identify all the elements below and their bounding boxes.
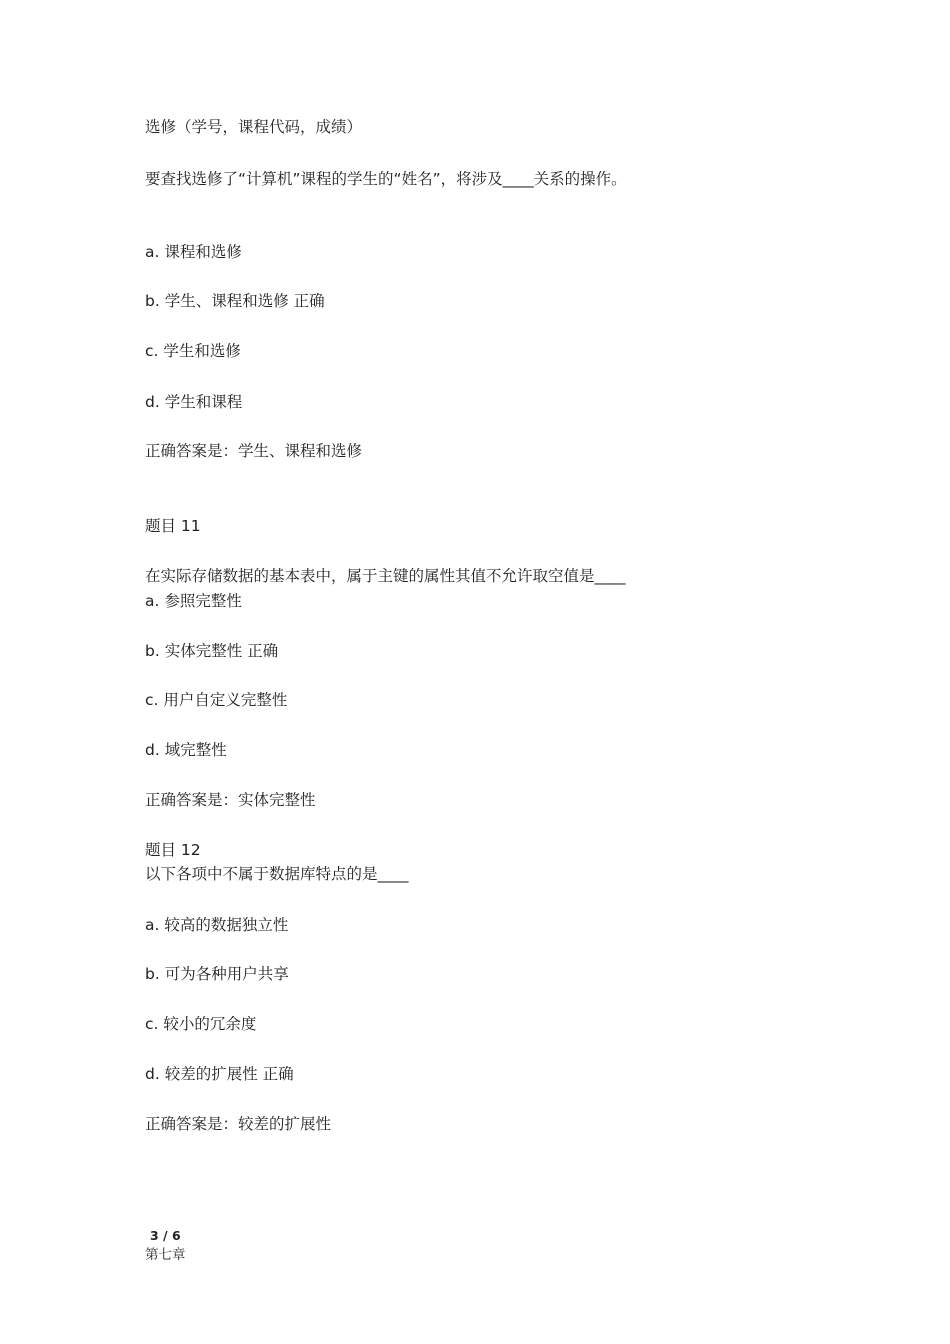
correct-answer: 正确答案是：较差的扩展性 — [145, 1115, 332, 1133]
option-d: d. 域完整性 — [145, 741, 227, 759]
option-b: b. 实体完整性 正确 — [145, 642, 279, 660]
question-stem: 要查找选修了“计算机”课程的学生的“姓名”，将涉及____关系的操作。 — [145, 170, 627, 188]
question-title: 题目 11 — [145, 517, 201, 535]
correct-answer: 正确答案是：学生、课程和选修 — [145, 442, 363, 460]
option-b: b. 学生、课程和选修 正确 — [145, 292, 325, 310]
option-b: b. 可为各种用户共享 — [145, 965, 289, 983]
page-number: 3 / 6 — [150, 1228, 181, 1243]
schema-line: 选修（学号，课程代码，成绩） — [145, 118, 363, 136]
option-c: c. 较小的冗余度 — [145, 1015, 257, 1033]
chapter-label: 第七章 — [145, 1247, 186, 1263]
question-stem: 以下各项中不属于数据库特点的是____ — [145, 865, 409, 883]
option-c: c. 用户自定义完整性 — [145, 691, 288, 709]
question-stem: 在实际存储数据的基本表中，属于主键的属性其值不允许取空值是____ — [145, 567, 626, 585]
option-a: a. 课程和选修 — [145, 243, 242, 261]
option-d: d. 较差的扩展性 正确 — [145, 1065, 294, 1083]
option-a: a. 较高的数据独立性 — [145, 916, 289, 934]
correct-answer: 正确答案是：实体完整性 — [145, 791, 316, 809]
option-a: a. 参照完整性 — [145, 592, 242, 610]
option-d: d. 学生和课程 — [145, 393, 243, 411]
question-title: 题目 12 — [145, 841, 201, 859]
option-c: c. 学生和选修 — [145, 342, 241, 360]
